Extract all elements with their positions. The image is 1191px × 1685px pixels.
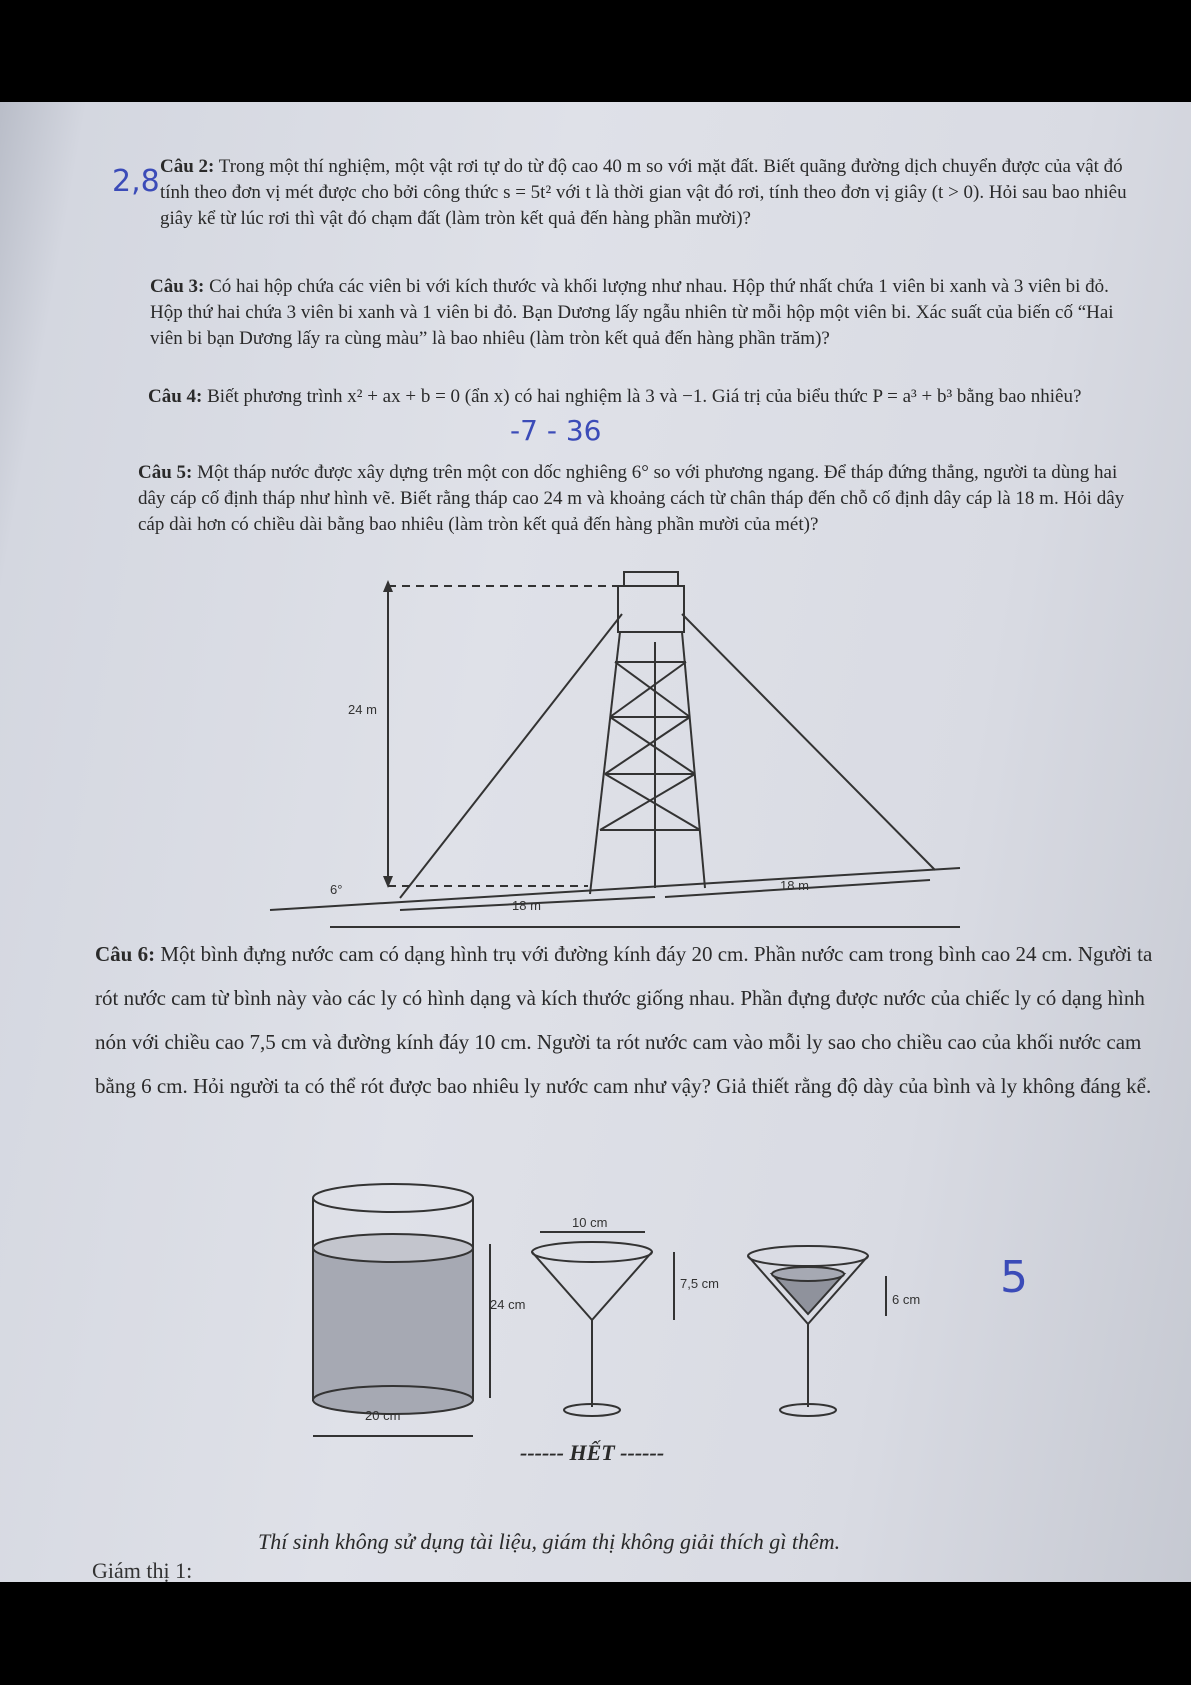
question-6: Câu 6: Một bình đựng nước cam có dạng hình trụ với đường kính đáy 20 cm. Phần nước cam trong bình cao 24 cm. Người ta rót nước cam từ bình này vào các ly có hình dạng và kích thước giống nhau. Phần đựng được nước của chiếc ly có dạng hình nón với chiều cao 7,5 cm và đường kính đáy 10 cm. Người ta rót nước cam vào mỗi ly sao cho chiều cao của khối nước cam bằng 6 cm. Hỏi người ta có thể rót được bao nhiêu ly nước cam như vậy? Giả thiết rằng độ dày của bình và ly không đáng kể. bbox=[95, 942, 1153, 1098]
tower-height-label: 24 m bbox=[348, 702, 377, 717]
cylinder-height-label: 24 cm bbox=[490, 1297, 526, 1312]
cup-height-label: 7,5 cm bbox=[680, 1276, 720, 1291]
question-5: Câu 5: Một tháp nước được xây dựng trên một con dốc nghiêng 6° so với phương ngang. Để tháp đứng thẳng, người ta dùng hai dây cáp cố định tháp như hình vẽ. Biết rằng tháp cao 24 m và khoảng cách từ chân tháp đến chỗ cố định dây cáp là 18 m. Hỏi dây cáp dài hơn có chiều dài bằng bao nhiêu (làm tròn kết quả đến hàng phần mười của mét)? bbox=[138, 462, 1125, 535]
exam-page bbox=[0, 102, 1191, 1582]
supervisor-label: Giám thị 1: bbox=[92, 1558, 193, 1583]
handwritten-q6-answer: 5 bbox=[1000, 1252, 1028, 1303]
slope-angle-label: 6° bbox=[330, 882, 343, 897]
tower-figure bbox=[0, 102, 1191, 1582]
footer-note: Thí sinh không sử dụng tài liệu, giám thị không giải thích gì thêm. bbox=[258, 1529, 841, 1554]
question-4: Câu 4: Biết phương trình x² + ax + b = 0 (ẩn x) có hai nghiệm là 3 và −1. Giá trị của biểu thức P = a³ + b³ bằng bao nhiêu? bbox=[148, 386, 1082, 407]
cup-diameter-label: 10 cm bbox=[572, 1215, 608, 1230]
question-2: Câu 2: Trong một thí nghiệm, một vật rơi tự do từ độ cao 40 m so với mặt đất. Biết quãng đường dịch chuyển được của vật đó tính theo đơn vị mét được cho bởi công thức s = 5t² với t là thời gian vật đó rơi, tính theo đơn vị giây (t > 0). Hỏi sau bao nhiêu giây kể từ lúc rơi thì vật đó chạm đất (làm tròn kết quả đến hàng phần mười)? bbox=[160, 156, 1127, 229]
end-marker: ------ HẾT ------ bbox=[520, 1440, 665, 1465]
question-3: Câu 3: Có hai hộp chứa các viên bi với kích thước và khối lượng như nhau. Hộp thứ nhất chứa 1 viên bi xanh và 3 viên bi đỏ. Hộp thứ hai chứa 3 viên bi xanh và 1 viên bi đỏ. Bạn Dương lấy ngẫu nhiên từ mỗi hộp một viên bi. Xác suất của biến cố “Hai viên bi bạn Dương lấy ra cùng màu” là bao nhiêu (làm tròn kết quả đến hàng phần trăm)? bbox=[150, 276, 1114, 349]
cylinder-diameter-label: 20 cm bbox=[365, 1408, 401, 1423]
left-distance-label: 18 m bbox=[512, 898, 541, 913]
juice-height-label: 6 cm bbox=[892, 1292, 921, 1307]
right-distance-label: 18 m bbox=[780, 878, 809, 893]
handwritten-score: 2,8 bbox=[112, 164, 160, 199]
handwritten-q4-answer: -7 - 36 bbox=[510, 414, 602, 447]
